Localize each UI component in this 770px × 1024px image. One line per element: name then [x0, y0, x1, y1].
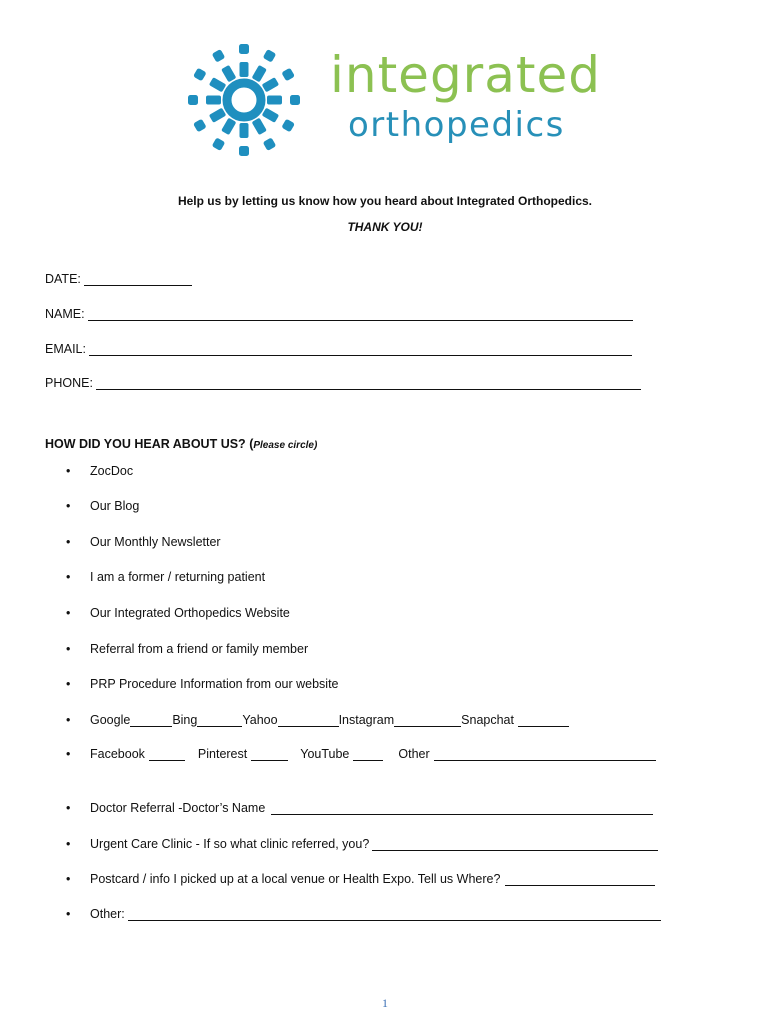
bullet-icon: • [66, 570, 71, 584]
logo-word-integrated: integrated [330, 46, 601, 104]
bullet-icon: • [66, 606, 71, 620]
question-note-open: ( [249, 437, 254, 451]
bullet-icon: • [66, 642, 71, 656]
postcard-blank[interactable] [505, 874, 655, 886]
other-social-blank[interactable] [434, 749, 656, 761]
date-field[interactable] [45, 272, 192, 286]
option-doctor-referral[interactable]: Doctor Referral -Doctor’s Name [90, 801, 266, 815]
logo-word-orthopedics: orthopedics [348, 105, 565, 145]
email-field[interactable] [45, 342, 632, 356]
option-postcard[interactable]: Postcard / info I picked up at a local venue or Health Expo. Tell us Where? [90, 872, 501, 886]
bullet-icon: • [66, 499, 71, 513]
doctor-name-blank[interactable] [271, 803, 653, 815]
bullet-icon: • [66, 801, 71, 815]
snapchat-blank[interactable] [518, 715, 569, 727]
intro-text: Help us by letting us know how you heard about Integrated Orthopedics. [177, 194, 593, 208]
bullet-icon: • [66, 464, 71, 478]
question-heading [45, 437, 317, 451]
phone-line[interactable] [96, 377, 641, 390]
option-social-row [90, 747, 656, 761]
option-zocdoc[interactable]: ZocDoc [90, 464, 134, 478]
option-other-row [90, 907, 661, 921]
bullet-icon: • [66, 837, 71, 851]
option-referral-friend[interactable]: Referral from a friend or family member [90, 642, 309, 656]
bullet-icon: • [66, 872, 71, 886]
page-number: 1 [382, 996, 388, 1010]
youtube-blank[interactable] [353, 749, 383, 761]
thank-you-text: THANK YOU! [347, 220, 423, 234]
option-returning-patient[interactable]: I am a former / returning patient [90, 570, 266, 584]
option-bing[interactable]: Bing [172, 713, 198, 727]
date-line[interactable] [84, 273, 192, 286]
option-blog[interactable]: Our Blog [90, 499, 140, 513]
google-blank[interactable] [130, 715, 172, 727]
question-note: Please circle) [253, 440, 318, 451]
option-facebook[interactable]: Facebook [90, 747, 145, 761]
question-text: HOW DID YOU HEAR ABOUT US? [45, 437, 246, 451]
phone-label: PHONE: [45, 376, 93, 390]
phone-field[interactable] [45, 376, 641, 390]
bullet-icon: • [66, 677, 71, 691]
option-doctor-referral-row [90, 801, 653, 815]
option-urgent-care[interactable]: Urgent Care Clinic - If so what clinic referred, you? [90, 837, 370, 851]
option-prp[interactable]: PRP Procedure Information from our website [90, 677, 339, 691]
option-yahoo[interactable]: Yahoo [242, 713, 278, 727]
option-website[interactable]: Our Integrated Orthopedics Website [90, 606, 290, 620]
facebook-blank[interactable] [149, 749, 185, 761]
option-newsletter[interactable]: Our Monthly Newsletter [90, 535, 221, 549]
name-label: NAME: [45, 307, 85, 321]
name-line[interactable] [88, 308, 633, 321]
bullet-icon: • [66, 747, 71, 761]
bullet-icon: • [66, 713, 71, 727]
option-instagram[interactable]: Instagram [338, 713, 395, 727]
other-blank[interactable] [128, 909, 661, 921]
bing-blank[interactable] [197, 715, 242, 727]
instagram-blank[interactable] [394, 715, 461, 727]
option-pinterest[interactable]: Pinterest [197, 747, 248, 761]
yahoo-blank[interactable] [278, 715, 339, 727]
option-youtube[interactable]: YouTube [300, 747, 350, 761]
option-google[interactable]: Google [90, 713, 131, 727]
pinterest-blank[interactable] [251, 749, 288, 761]
urgent-care-blank[interactable] [372, 839, 658, 851]
email-label: EMAIL: [45, 342, 86, 356]
option-search-social-row [90, 713, 569, 727]
bullet-icon: • [66, 907, 71, 921]
option-other[interactable]: Other: [90, 907, 125, 921]
option-postcard-row [90, 872, 655, 886]
option-snapchat[interactable]: Snapchat [461, 713, 514, 727]
option-urgent-care-row [90, 837, 658, 851]
option-other-social[interactable]: Other [398, 747, 430, 761]
bullet-icon: • [66, 535, 71, 549]
name-field[interactable] [45, 307, 633, 321]
email-line[interactable] [89, 343, 632, 356]
date-label: DATE: [45, 272, 81, 286]
